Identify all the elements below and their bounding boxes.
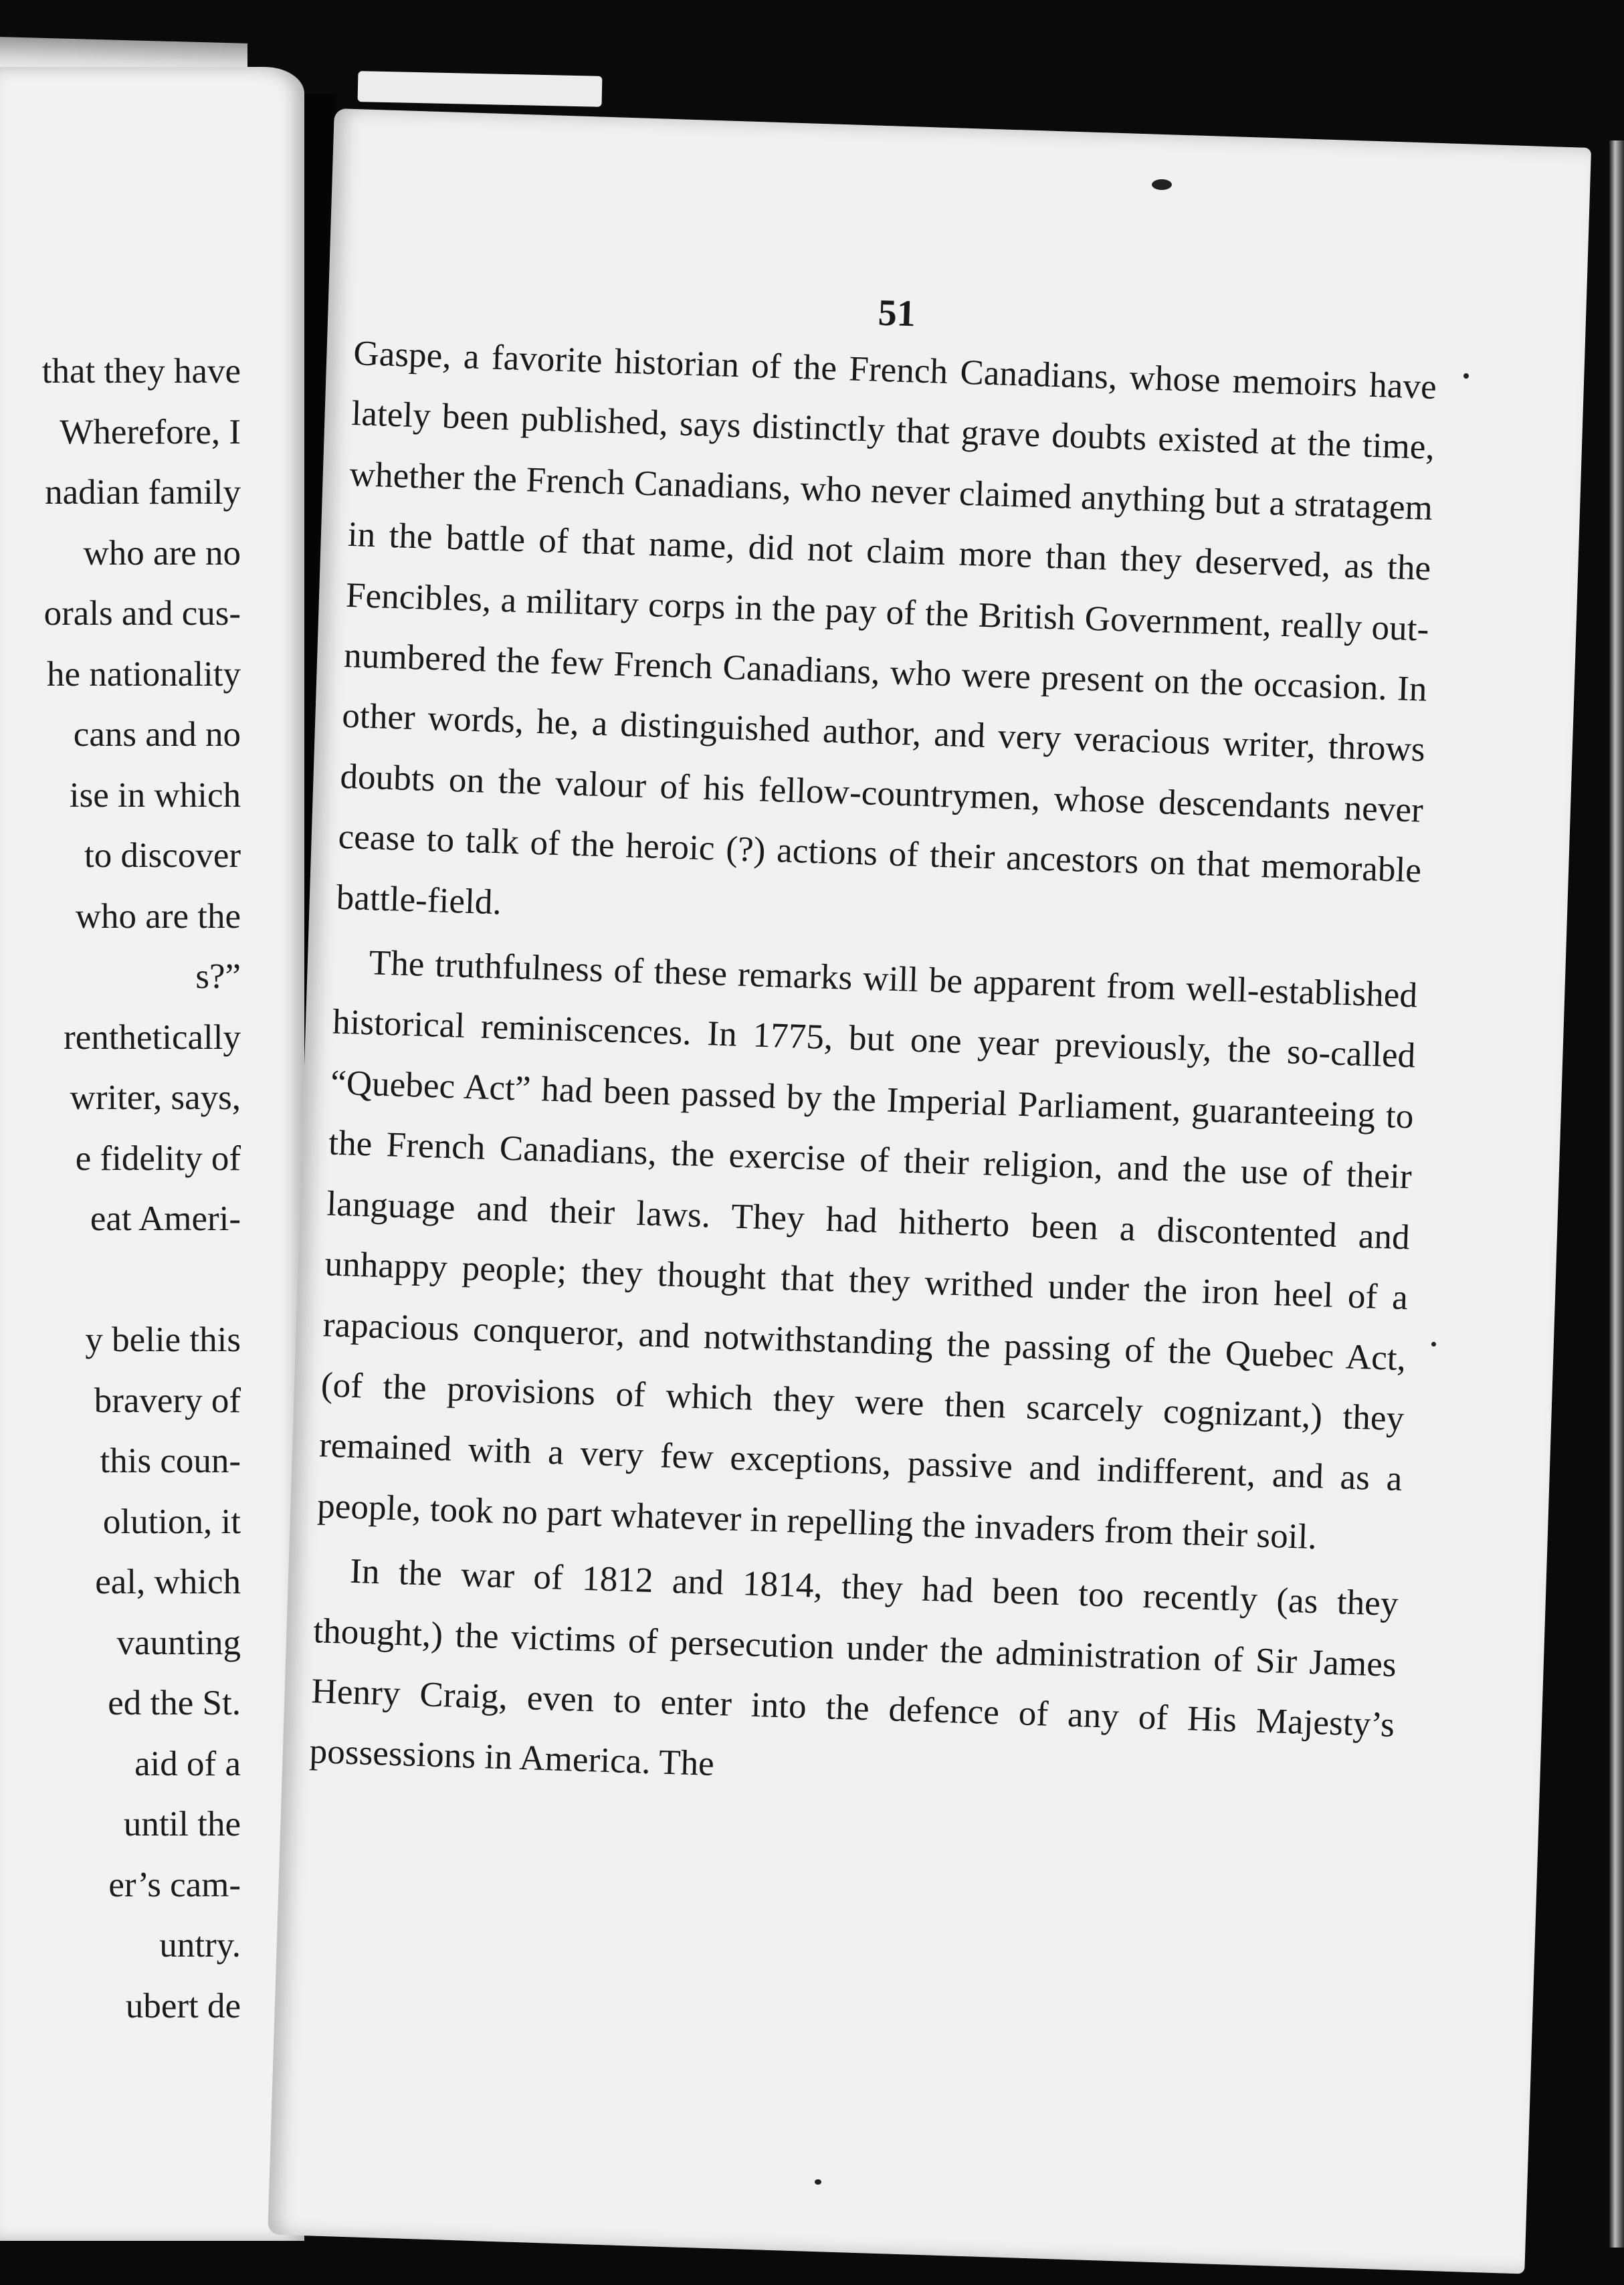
left-line: aid of a: [134, 1744, 241, 1783]
scan-speck: [1152, 179, 1172, 190]
left-line: er’s cam-: [108, 1865, 241, 1904]
page-edge-strip: [1609, 140, 1624, 2248]
left-line: cans and no: [73, 715, 241, 754]
paragraph: In the war of 1812 and 1814, they had been too recently (as they thought,) the victims of persecution under the administration of Sir James Henry Craig, even to enter into the defence of any of His Majesty’s possessions in America. The: [308, 1551, 1399, 1784]
page-content: [308, 109, 1444, 1815]
left-line: until the: [123, 1805, 241, 1844]
scan-speck: [1463, 373, 1469, 379]
main-page: [268, 108, 1591, 2274]
left-page-text: [0, 341, 241, 2036]
left-line: ubert de: [125, 1986, 241, 2025]
left-line: orals and cus-: [43, 594, 241, 633]
left-line: olution, it: [102, 1502, 241, 1541]
scan-speck: [815, 2179, 821, 2185]
left-line: ise in which: [69, 775, 241, 815]
left-line: eal, which: [95, 1563, 241, 1601]
left-line: who are the: [75, 896, 241, 936]
paragraph: Gaspe, a favorite historian of the French Canadians, whose memoirs have lately been published, says distinctly that grave doubts existed at the time, whether the French Canadians, who never claimed anything but a stratagem in the battle of that name, did not claim more than they deserved, as the Fencibles, a military corps in the pay of the British Government, really out-numbered the few French Canadians, who were present on the occasion. In other words, he, a distinguished author, and very veracious writer, throws doubts on the valour of his fellow-countrymen, whose descendants never cease to talk of the heroic (?) actions of their ancestors on that memorable battle-field.: [336, 334, 1437, 922]
left-line: that they have: [41, 352, 241, 391]
page-top-tab: [358, 71, 603, 107]
page-number: 51: [877, 292, 916, 335]
left-line: renthetically: [64, 1017, 241, 1057]
scan-speck: [1431, 1342, 1436, 1347]
left-line: e fidelity of: [75, 1138, 241, 1178]
left-line: Wherefore, I: [60, 412, 241, 452]
body-text: [308, 323, 1437, 1816]
left-line: writer, says,: [70, 1078, 241, 1117]
left-line: he nationality: [47, 654, 241, 694]
paragraph: The truthfulness of these remarks will be apparent from well-established historical reminiscences. In 1775, but one year previously, the so-called “Quebec Act” had been passed by the Imperial Parliament, guaranteeing to the French Canadians, the exercise of their religion, and the use of their language and their laws. They had hitherto been a discontented and unhappy people; they thought that they writhed under the iron heel of a rapacious conqueror, and notwithstanding the passing of the Quebec Act, (of the provisions of which they were then scarcely cognizant,) they remained with a very few exceptions, passive and indifferent, and as a people, took no part whatever in repelling the invaders from their soil.: [316, 943, 1419, 1557]
left-line: vaunting: [116, 1623, 241, 1662]
left-line: untry.: [159, 1926, 241, 1965]
left-line: eat Ameri-: [90, 1199, 241, 1238]
left-line: nadian family: [45, 473, 241, 512]
left-line: who are no: [83, 533, 241, 573]
left-line: y belie this: [85, 1320, 241, 1359]
left-line: this coun-: [100, 1442, 241, 1480]
left-line: to discover: [84, 836, 241, 875]
left-line: ed the St.: [108, 1684, 241, 1722]
left-line: [0, 1250, 241, 1310]
left-line: s?”: [195, 957, 241, 996]
left-line: bravery of: [94, 1381, 241, 1420]
